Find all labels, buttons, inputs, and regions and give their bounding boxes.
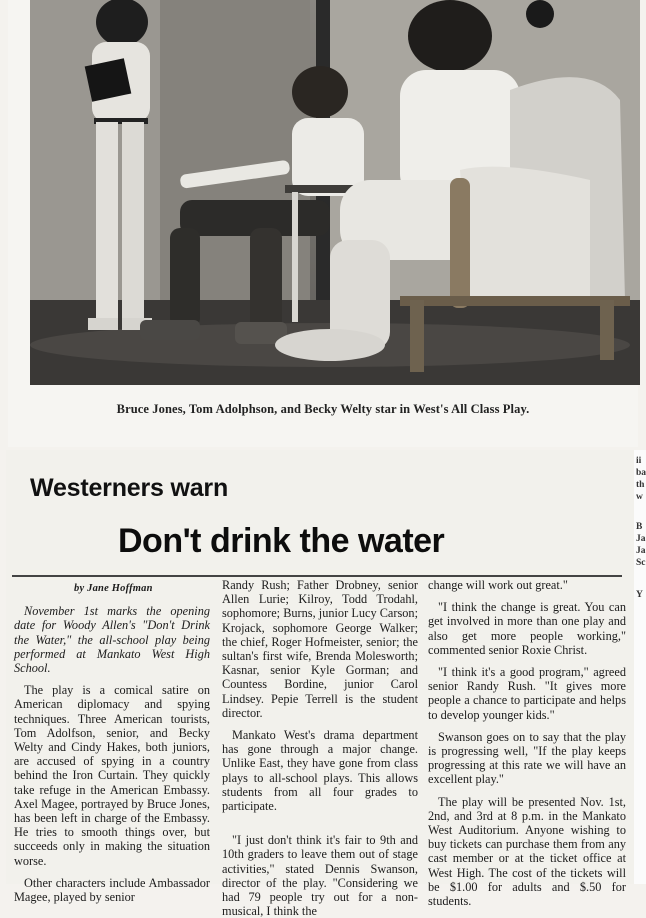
edge-fragment: Ja bbox=[636, 546, 646, 556]
paragraph: "I think it's a good program," agreed senior Randy Rush. "It gives more people a chance to participate and helps to develop younger kids." bbox=[428, 665, 626, 722]
byline: by Jane Hoffman bbox=[74, 583, 153, 594]
paragraph: Randy Rush; Father Drobney, senior Allen Lurie; Kilroy, Todd Trodahl, sophomore; Burns, junior Lucy Carson; Krojack, sophomore George Walker; the chief, Roger Hofmeister, senior; the sultan's first wife, Brenda Molesworth; Kasnar, senior Kyle Gorman; and Countess Bordine, junior Carol Lindsey. Pepie Terrell is the student director. bbox=[222, 578, 418, 720]
paragraph: The play is a comical satire on American diplomacy and spying techniques. Three American tourists, Tom Adolfson, senior, and Becky Welty and Cindy Hakes, both juniors, are accused of spying in a country behind the Iron Curtain. They quickly take refuge in the American Embassy. Axel Magee, portrayed by Bruce Jones, has been left in charge of the Embassy. He tries to smooth things over, but succeeds only in making the situation worse. bbox=[14, 683, 210, 868]
paragraph: change will work out great." bbox=[428, 578, 568, 592]
edge-fragment: Y bbox=[636, 590, 643, 600]
adjacent-clipping-edge bbox=[634, 450, 646, 884]
paragraph: "I think the change is great. You can get involved in more than one play and also get more people working," commented senior Roxie Christ. bbox=[428, 600, 626, 657]
stage-photo bbox=[30, 0, 640, 385]
edge-fragment: Sc bbox=[636, 558, 646, 568]
paragraph: November 1st marks the opening date for Woody Allen's "Don't Drink the Water," the all-school play being performed at Mankato West High School. bbox=[14, 604, 210, 676]
photo-clipping bbox=[8, 0, 638, 447]
article-kicker: Westerners warn bbox=[30, 474, 229, 502]
edge-fragment: w bbox=[636, 492, 643, 502]
edge-fragment: ii bbox=[636, 456, 642, 466]
photo-caption: Bruce Jones, Tom Adolphson, and Becky Welty star in West's All Class Play. bbox=[116, 402, 530, 416]
article-headline: Don't drink the water bbox=[118, 522, 445, 560]
edge-fragment: ba bbox=[636, 468, 646, 478]
edge-fragment: Ja bbox=[636, 534, 646, 544]
headline-rule bbox=[12, 575, 622, 577]
edge-fragment: th bbox=[636, 480, 645, 490]
edge-fragment: B bbox=[636, 522, 643, 532]
paragraph: The play will be presented Nov. 1st, 2nd, and 3rd at 8 p.m. in the Mankato West Auditorium. Anyone wishing to buy tickets can purchase them from any cast member or at the ticket office at West High. The cost of the tickets will be $1.00 for adults and $.50 for students. bbox=[428, 794, 626, 909]
paragraph: Mankato West's drama department has gone through a major change. Unlike East, they have gone from class plays to all-school plays. This allows students from all four grades to participate. bbox=[222, 728, 418, 814]
paragraph: "I just don't think it's fair to 9th and 10th graders to leave them out of stage activities," stated Dennis Swanson, director of the play. "Considering we had 79 people try out for a non-musical, I think the bbox=[222, 833, 418, 918]
article-column-1 bbox=[14, 578, 210, 905]
column-gap bbox=[222, 821, 418, 833]
photo-image bbox=[30, 0, 640, 385]
paragraph: Swanson goes on to say that the play is progressing well, "If the play keeps progressing at this rate we will have an excellent play." bbox=[428, 729, 626, 787]
article-column-3 bbox=[428, 578, 626, 909]
article-column-2 bbox=[222, 578, 418, 918]
paragraph: Other characters include Ambassador Magee, played by senior bbox=[14, 875, 210, 905]
